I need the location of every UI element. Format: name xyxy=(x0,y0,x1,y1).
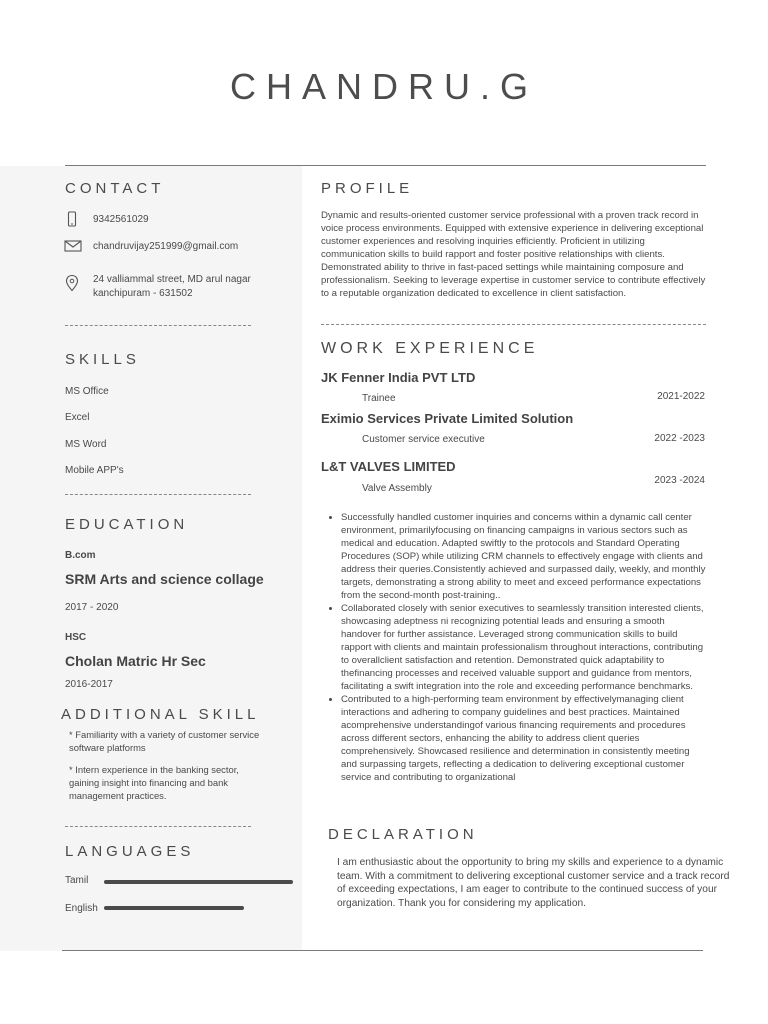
work-bullets xyxy=(321,511,707,784)
job-dates: 2023 -2024 xyxy=(654,475,705,486)
language-level-bar xyxy=(104,880,293,884)
education-degree: HSC xyxy=(65,632,87,643)
skill-item: MS Office xyxy=(65,386,109,397)
languages-title: LANGUAGES xyxy=(65,843,195,860)
email-icon xyxy=(64,238,80,254)
contact-title: CONTACT xyxy=(65,180,165,197)
candidate-name: CHANDRU.G xyxy=(229,66,538,107)
job-company: L&T VALVES LIMITED xyxy=(321,459,456,474)
phone-icon xyxy=(64,211,80,227)
declaration-title: DECLARATION xyxy=(328,826,478,843)
work-title: WORK EXPERIENCE xyxy=(321,340,539,357)
contact-address-line1: 24 valliammal street, MD arul nagar xyxy=(93,274,251,285)
job-dates: 2022 -2023 xyxy=(654,433,705,444)
location-icon xyxy=(64,274,80,290)
language-name: Tamil xyxy=(65,875,89,886)
skill-item: Mobile APP's xyxy=(65,465,124,476)
additional-skill-title: ADDITIONAL SKILL xyxy=(61,706,260,723)
work-bullet: • Collaborated closely with senior executives to seamlessly transition interested clients, showcasing adeptness ni recognizing potential leads and ensuring a smooth handover for further assistance. Leveraged strong communication skills to build rapport with clients and maintain professionalism throughout interactions, contributing to overallclient satisfaction and retention. Demonstrated quick adaptability to thefinancing processes and received valuable support and guidance from mentors, facilitating a swift integration into the role and exceeding performance benchmarks. xyxy=(341,602,707,693)
skill-item: Excel xyxy=(65,412,90,423)
job-company: Eximio Services Private Limited Solution xyxy=(321,411,574,426)
contact-phone: 9342561029 xyxy=(93,214,149,225)
education-school: Cholan Matric Hr Sec xyxy=(65,653,206,669)
footer-divider xyxy=(62,950,703,951)
skills-title: SKILLS xyxy=(65,351,140,368)
work-bullet: • Successfully handled customer inquiries and concerns within a dynamic call center environment, primarilyfocusing on financing campaigns in various sectors such as medical and education. Adapted swiftly to the protocols and Standard Operating Procedures (SOP) while utilizing CRM channels to effectively engage with clients and address their queries.Consistently achieved and surpassed daily, weekly, and monthly targets, demonstrating a strong ability to meet and exceed performance expectations from the second-month post-training.. xyxy=(341,511,707,602)
skills-divider xyxy=(65,494,251,495)
job-dates: 2021-2022 xyxy=(657,391,705,402)
job-role: Customer service executive xyxy=(362,434,485,445)
education-degree: B.com xyxy=(65,550,96,561)
education-title: EDUCATION xyxy=(65,516,189,533)
work-bullet: • Contributed to a high-performing team environment by effectivelymanaging client interactions and adhering to company guidelines and best practices. Maintained acomprehensive understandingof various financing requirements and procedures across different sectors, enhancing the ability to address client queries comprehensively. Showcased resilience and determination in consistently meeting and surpassing targets, reflecting a dedication to delivering exceptional customer service and contributing to organizational xyxy=(341,693,707,784)
skill-item: MS Word xyxy=(65,439,107,450)
additional-skill-item: * Familiarity with a variety of customer service software platforms xyxy=(69,729,260,753)
job-role: Valve Assembly xyxy=(362,483,432,494)
profile-divider xyxy=(321,324,706,325)
additional-skill-divider xyxy=(65,826,251,827)
contact-email: chandruvijay251999@gmail.com xyxy=(93,241,239,252)
declaration-text: I am enthusiastic about the opportunity to bring my skills and experience to a dynamic team. With a commitment to delivering exceptional customer service and a track record of exceeding expectations, I am eager to contribute to the continued success of your organization. Thank you for considering my application. xyxy=(337,857,730,909)
language-name: English xyxy=(65,903,98,914)
profile-title: PROFILE xyxy=(321,180,414,197)
job-company: JK Fenner India PVT LTD xyxy=(321,370,476,385)
profile-text: Dynamic and results-oriented customer service professional with a proven track record in voice process environments. Equipped with extensive experience in delivering exceptional customer experiences and resolving inquiries efficiently. Proficient in utilizing communication skills to build rapport and foster positive relationships with clients. Demonstrated ability to thrive in fast-paced settings while maintaining composure and professionalism. Seeking to leverage expertise in customer service to contribute effectively to a reputable organization dedicated to excellence in client satisfaction. xyxy=(321,210,706,299)
education-years: 2017 - 2020 xyxy=(65,602,119,613)
contact-address-line2: kanchipuram - 631502 xyxy=(93,288,193,299)
education-years: 2016-2017 xyxy=(65,679,113,690)
education-school: SRM Arts and science collage xyxy=(65,571,264,587)
language-level-bar xyxy=(104,906,244,910)
job-role: Trainee xyxy=(362,393,396,404)
contact-divider xyxy=(65,325,251,326)
additional-skill-item: * Intern experience in the banking sector, gaining insight into financing and bank management practices. xyxy=(69,764,239,801)
